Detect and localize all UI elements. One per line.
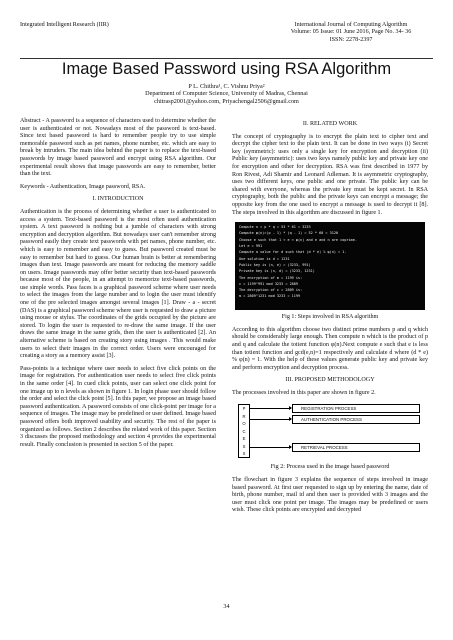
intro-paragraph-1: Authentication is the process of determining whether a user is authenticated to access a system. Text-based password is the most often used authentication system. A text password is nothing but a jumble of characters with strong encryption and decryption algorithm. But nowadays user can't remember strong password easily they create text passwords with pet names, phone number, etc. which is easy to remember and easy to guess. But password created must be easy to remember but hard to guess. Our human brain is better at remembering images than text. Image passwords are meant for reducing the memory saddle on users. Image passwords may offer better security than text-based passwords because most of the people, in an attempt to memorize text-based passwords, use simple words. Pass faces is a graphical password scheme where user needs to select the images from the large number and to login the user must identify one of the pre selected images amongst several images [1]. Draw - a - secret (DAS) is a graphical password scheme where user is requested to draw a picture using mouse or stylus. The coordinates of the grids occupied by the picture are stored. To login the user is requested to re-draw the same image. If the user draws the same image in the same grids, then the user is authenticated [2]. An alternative scheme is based on creating story using images . This would make users to select their images in the correct order. Users were encouraged for creating a story as a memory assist [3]. [20, 208, 216, 360]
section-heading-related-work: II. RELATED WORK [302, 121, 358, 127]
paper-title: Image Based Password using RSA Algorithm [61, 60, 392, 78]
process-letter: R [242, 413, 246, 419]
arrow-to-authentication [250, 419, 291, 420]
author-names: P L. Chithra¹, C. Vishnu Priya² [188, 83, 265, 90]
figure-1-caption: Fig 1: Steps involved in RSA algorithm [281, 314, 379, 321]
rsa-step-line: Private key is (n, d) = (3233, 1231) [239, 269, 315, 274]
journal-name: International Journal of Computing Algorithm [294, 22, 408, 28]
rsa-step-line: c = 1199^991 mod 3233 = 2809 [239, 281, 299, 286]
process-letter: P [242, 406, 246, 412]
rsa-step-line: Public key is (n, e) = (3233, 991) [239, 262, 311, 267]
process-letter: S [242, 451, 246, 457]
keywords: Keywords - Authentication, Image password, RSA. [20, 183, 146, 190]
rsa-step-line: Compute a value for d such that (d * e) % φ(n) = 1. [239, 250, 347, 255]
arrow-to-retrieval [250, 447, 291, 448]
process-box [238, 404, 250, 458]
rsa-step-line: The encryption of m = 1199 is: [239, 275, 303, 280]
section-heading-introduction: I. INTRODUCTION [92, 196, 144, 203]
page-number: 34 [223, 603, 230, 610]
journal-issn: ISSN: 2278-2397 [329, 36, 373, 43]
arrow-to-registration [250, 408, 291, 409]
authentication-process-box: AUTHENTICATION PROCESS [292, 415, 420, 424]
process-letter: S [242, 443, 246, 449]
journal-publisher: Integrated Intelligent Research (IIR) [20, 22, 109, 28]
abstract: Abstract - A password is a sequence of characters used to determine whether the user is authenticated or not. Nowadays most of the password is text-based. Since text based password is hard to remember people try to use simple memorable password such as pet names, phone number, etc. which are easy to break by intruders. The main idea behind the paper is to replace the text-based passwords by image based password and encrypt using RSA algorithm. Our experimental result shows that image passwords are easy to remember, better than the text. [20, 118, 216, 178]
author-block [0, 83, 453, 105]
author-email: chitrasp2001@yahoo.com, Priyachengal2506@gmail.com [154, 97, 299, 105]
rsa-step-line: The decryption of c = 2809 is: [239, 288, 303, 293]
section-heading-methodology: III. PROPOSED METHODOLOGY [285, 377, 375, 384]
registration-process-box: REGISTRATION PROCESS [292, 404, 420, 413]
related-work-paragraph-1: The concept of cryptography is to encrypt the plain text to cipher text and decrypt the cipher text to the plain text. It can be done in two ways (i) Secret key (symmetric): uses only a single key for encryption and decryption (ii) Public key (asymmetric): uses two keys namely public key and private key one for encryption and other for decryption. RSA was first described in 1977 by Ron Rivest, Adi Shamir and Leonard Adleman. It is asymmetric cryptography, uses two different keys, one public and one private. The public key can be shared with everyone, whereas the private key must be kept secret. In RSA cryptography, both the public and the private keys can encrypt a message; the opposite key from the one used to encrypt a message is used to decrypt it [8]. The steps involved in this algorithm are discussed in figure 1. [232, 133, 428, 216]
rsa-step-line: Choose e such that 1 < e < φ(n) and e and n are coprime. [239, 237, 358, 242]
figure-2-process-diagram [232, 402, 428, 460]
author-affiliation: Department of Computer Science, University of Madras, Chennai [145, 90, 308, 98]
methodology-paragraph-2: The flowchart in figure 3 explains the sequence of steps involved in image based password. At first user requested to sign up by entering the name, date of birth, phone number, mail id and then user is provided with 3 images and the user must click one point per image. The images may be predefined or users wish. These click points are encrypted and decrypted [232, 477, 428, 514]
related-work-paragraph-2: According to this algorithm choose two distinct prime numbers p and q which should be considerably large enough. Then compute n which is the product of p and q and calculate the totient function φ(n).Next compute e such that e is less than totient function and gcd(e,n)=1 respectively and calculate d where (d * e) % φ(n) = 1. With the help of these values generate public key and private key and perform encryption and decryption process. [232, 326, 428, 371]
process-letter: C [242, 428, 246, 434]
methodology-paragraph-1: The processes involved in this paper are shown in figure 2. [232, 389, 376, 396]
process-letter: E [242, 436, 246, 442]
right-column [232, 118, 428, 520]
rsa-step-line: Compute φ(n)=(p - 1) * (q - 1) = 52 * 60 = 3120 [239, 231, 339, 236]
journal-volume: Volume: 05 Issue: 01 June 2016, Page No. 34- 36 [290, 29, 412, 36]
rsa-step-line: Let e = 991 [239, 244, 263, 249]
figure-2-caption: Fig 2: Process used in the image based password [270, 464, 390, 471]
retrieval-process-box: RETRIEVAL PROCESS [292, 443, 420, 452]
rsa-step-line: One solution is d = 1231 [239, 256, 290, 261]
journal-info [265, 22, 437, 44]
intro-paragraph-2: Pass-points is a technique where user needs to select five click points on the image for registration. For authentication user needs to select five click points in the same order [4]. In cued click points, user can select one click point for one image up to n levels as shown in figure 1. In login phase user should follow the order and select the click point [5]. In this paper, we propose an image based password authentication. A password consists of one click-point per image for a sequence of images. The image may be predefined or user defined. Image based password offers both improved usability and security. The rest of the paper is organized as follows. Section 2 describes the related work of this paper. Section 3 discusses the proposed methodology and section 4 provides the experimental result. Finally conclusion is presented in section 5 of the paper. [20, 365, 216, 448]
rsa-step-line: m = 2809^1231 mod 3233 = 1199 [239, 294, 301, 299]
rsa-step-line: Compute n = p * q = 53 * 61 = 3233 [239, 225, 311, 230]
process-letter: O [242, 421, 246, 427]
figure-1-rsa-steps [235, 222, 425, 310]
left-column [20, 118, 216, 454]
